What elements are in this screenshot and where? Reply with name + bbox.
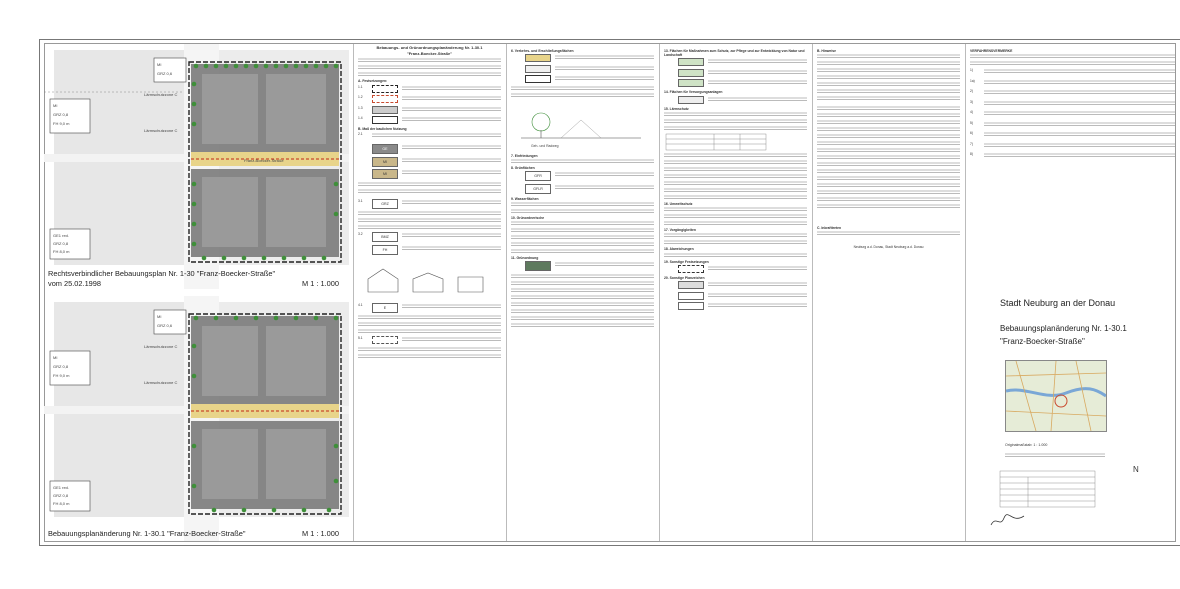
divider-3	[659, 44, 660, 541]
svg-text:Lärmschutzzone C: Lärmschutzzone C	[144, 128, 178, 133]
plan-number-title: Bebauungsplanänderung Nr. 1-30.1	[1000, 324, 1127, 333]
svg-text:GE1 red.: GE1 red.	[53, 485, 70, 490]
stamp-table	[998, 470, 1098, 510]
location-map-drawing	[1006, 361, 1106, 431]
plan-bottom	[44, 296, 349, 541]
signature-icon	[988, 510, 1028, 530]
svg-text:FH 9,0 m: FH 9,0 m	[53, 121, 70, 126]
svg-text:FH 9,0 m: FH 9,0 m	[53, 373, 70, 378]
col2-section-b: B. Maß der baulichen Nutzung	[358, 127, 407, 132]
svg-text:FH 8,0 m: FH 8,0 m	[53, 501, 70, 506]
plan-top-date: vom 25.02.1998	[48, 279, 102, 288]
svg-text:MI: MI	[157, 62, 162, 67]
svg-text:GRZ 0,8: GRZ 0,8	[53, 364, 69, 369]
col2-heading: Bebauungs- und Grünordnungsplanänderung Nr. 1-30.1	[376, 46, 483, 50]
legend-column-1: Bebauungs- und Grünordnungsplanänderung Nr. 1-30.1 "Franz-Boecker-Straße" A. Festsetzungen: 1.1 1.2 1.3 1.4 B. Maß der baulichen Nutzung 2.1 GE MI MI 3.1 GRZ 3.2 BMZ FH 4.1 E 5.1	[358, 46, 501, 539]
scale-line: Originalmaßstab: 1 : 1.000	[1005, 443, 1048, 447]
plan-top-title: Rechtsverbindlicher Bebauungsplan Nr. 1-30 "Franz-Boecker-Straße"	[48, 269, 276, 278]
plan-bottom-scale: M 1 : 1.000	[302, 529, 339, 538]
divider-1	[353, 44, 354, 541]
legend-column-3: 13. Flächen für Maßnahmen zum Schutz, zur Pflege und zur Entwicklung von Natur und Landschaft 14. Flächen für Versorgungsanlagen 15. Lärmschutz 16. Umweltschutz 17. Vorgängigkeiten 18. Abweichungen 19. Sonstige Festsetzungen 20. Sonstige Planzeichen	[664, 46, 807, 539]
divider-5	[965, 44, 966, 541]
svg-text:GRZ 0,8: GRZ 0,8	[53, 112, 69, 117]
plan-name-title: "Franz-Boecker-Straße"	[1000, 337, 1085, 346]
plan-top	[44, 44, 349, 289]
plan-bottom-title: Bebauungsplanänderung Nr. 1-30.1 "Franz-Boecker-Straße"	[48, 529, 246, 538]
svg-text:GRZ 0,8: GRZ 0,8	[53, 493, 69, 498]
svg-text:MI: MI	[157, 314, 162, 319]
svg-text:Franz-Boecker-Straße: Franz-Boecker-Straße	[244, 158, 284, 163]
svg-text:Lärmschutzzone C: Lärmschutzzone C	[144, 92, 178, 97]
legend-column-2: 6. Verkehrs- und Erschließungsflächen Geh- und Radweg 7. Einfriedungen 8. Grünflächen GFR GFLR 9. Wasserflächen 10. Grünordnerische 11. Grünordnung	[511, 46, 654, 539]
svg-text:GRZ 0,6: GRZ 0,6	[157, 71, 173, 76]
signature-block: Neuburg a.d. Donau, Stadt Neuburg a.d. Donau	[853, 245, 924, 250]
north-arrow-icon: N	[1133, 465, 1139, 474]
divider-4	[812, 44, 813, 541]
col2-section-a: A. Festsetzungen:	[358, 79, 388, 84]
roof-sketches	[358, 257, 488, 297]
plan-sheet	[39, 39, 1180, 546]
svg-text:FH 8,0 m: FH 8,0 m	[53, 249, 70, 254]
plan-top-drawing	[44, 44, 349, 289]
col3-section-6: 6. Verkehrs- und Erschließungsflächen	[511, 49, 574, 53]
plan-top-scale: M 1 : 1.000	[302, 279, 339, 288]
svg-text:Geh- und Radweg: Geh- und Radweg	[531, 143, 559, 148]
svg-text:Lärmschutzzone C: Lärmschutzzone C	[144, 380, 178, 385]
col2-subheading: "Franz-Boecker-Straße"	[406, 51, 453, 57]
noise-table	[664, 133, 774, 151]
location-map	[1005, 360, 1107, 432]
plan-bottom-drawing	[44, 296, 349, 541]
verfahren-column: VERFAHRENSVERMERKE 1) 1a) 2) 3) 4) 5) 6) 7) 8)	[970, 46, 1175, 539]
svg-text:GE1 red.: GE1 red.	[53, 233, 70, 238]
svg-text:Lärmschutzzone C: Lärmschutzzone C	[144, 344, 178, 349]
street-section	[511, 100, 651, 150]
svg-text:GRZ 0,6: GRZ 0,6	[157, 323, 173, 328]
city-title: Stadt Neuburg an der Donau	[1000, 298, 1116, 308]
svg-text:GRZ 0,8: GRZ 0,8	[53, 241, 69, 246]
svg-text:MI: MI	[53, 103, 58, 108]
svg-text:MI: MI	[53, 355, 58, 360]
divider-2	[506, 44, 507, 541]
hinweise-column: B. Hinweise C. Inkrafttreten Neuburg a.d. Donau, Stadt Neuburg a.d. Donau	[817, 46, 960, 539]
